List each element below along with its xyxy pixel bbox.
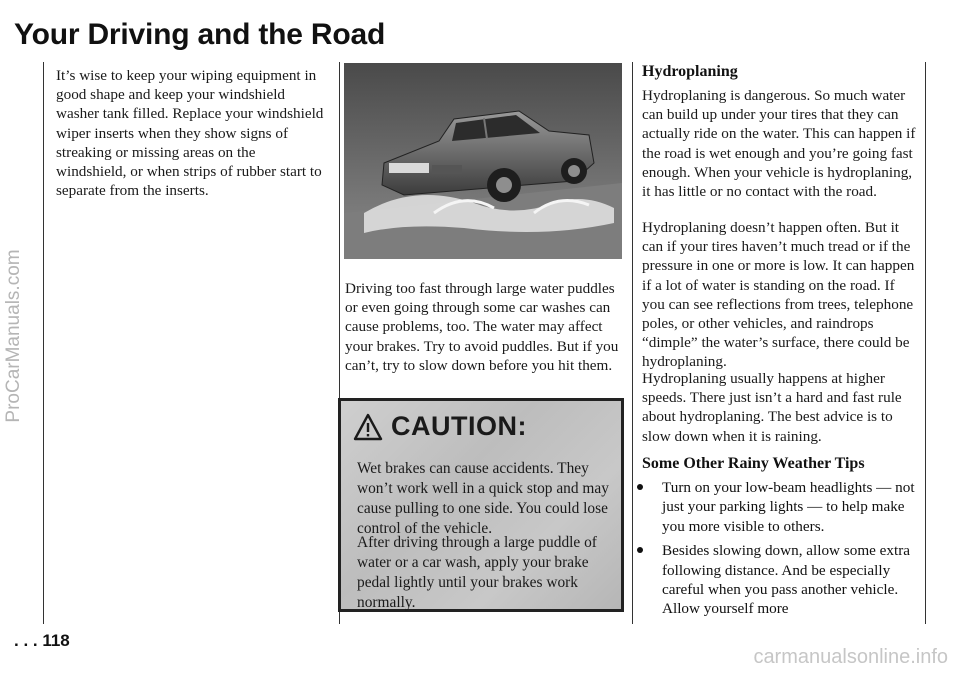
warning-triangle-icon [353,413,383,441]
side-watermark-text: ProCarManuals.com [3,249,24,423]
car-through-water-photo [344,63,622,259]
side-watermark [0,0,32,673]
wipers-paragraph: It’s wise to keep your wiping equipment in good shape and keep your windshield washer tank filled. Replace your windshield wiper inserts when they show signs of streaking or missing areas on the windshield, or when strips of rubber start to separate from the inserts. [56,67,324,200]
puddles-paragraph: Driving too fast through large water puddles or even going through some car washes can cause problems, too. The water may affect your brakes. Try to avoid puddles. But if you can’t, try to slow down before you hit them. [345,280,619,374]
column-rule-left [43,62,44,624]
list-item [636,478,926,536]
page-title: Your Driving and the Road [14,18,386,51]
rainy-weather-tips-list [636,478,926,624]
hydroplaning-paragraph-1: Hydroplaning is dangerous. So much water can build up under your tires that they can actually ride on the water. This can happen if the road is wet enough and you’re going fast enough. When your vehicle is hydroplaning, it has little or no contact with the road. [642,87,916,201]
caution-header [353,411,527,442]
car-illustration [344,63,622,259]
bullet-dot-icon [637,484,643,490]
hydroplaning-heading: Hydroplaning [642,63,738,80]
tip-text: Turn on your low-beam headlights — not just your parking lights — to help make you more visible to others. [662,479,915,535]
bottom-watermark: carmanualsonline.info [753,646,948,668]
tip-text: Besides slowing down, allow some extra following distance. And be especially careful when you pass another vehicle. Allow yourself more [662,542,911,618]
page-number: . . . 118 [14,631,70,650]
list-item [636,541,926,619]
column-rule-middle-right [632,62,633,624]
hydroplaning-paragraph-2: Hydroplaning doesn’t happen often. But it can if your tires haven’t much tread or if the pressure in one or more is low. It can happen if a lot of water is standing on the road. If you can see reflections from trees, telephone poles, or other vehicles, and raindrops “dimple” the water’s surface, there could be hydroplaning. [642,219,915,371]
rainy-weather-tips-heading: Some Other Rainy Weather Tips [642,455,865,472]
bullet-dot-icon [637,547,643,553]
caution-paragraph-2: After driving through a large puddle of water or a car wash, apply your brake pedal lightly until your brakes work normally. [357,534,597,611]
caution-paragraph-1: Wet brakes can cause accidents. They won’t work well in a quick stop and may cause pulling to one side. You could lose control of the vehicle. [357,460,609,537]
caution-box [338,398,624,612]
caution-heading: CAUTION: [391,411,527,441]
hydroplaning-paragraph-3: Hydroplaning usually happens at higher speeds. There just isn’t a hard and fast rule about hydroplaning. The best advice is to slow down when it is raining. [642,370,902,445]
